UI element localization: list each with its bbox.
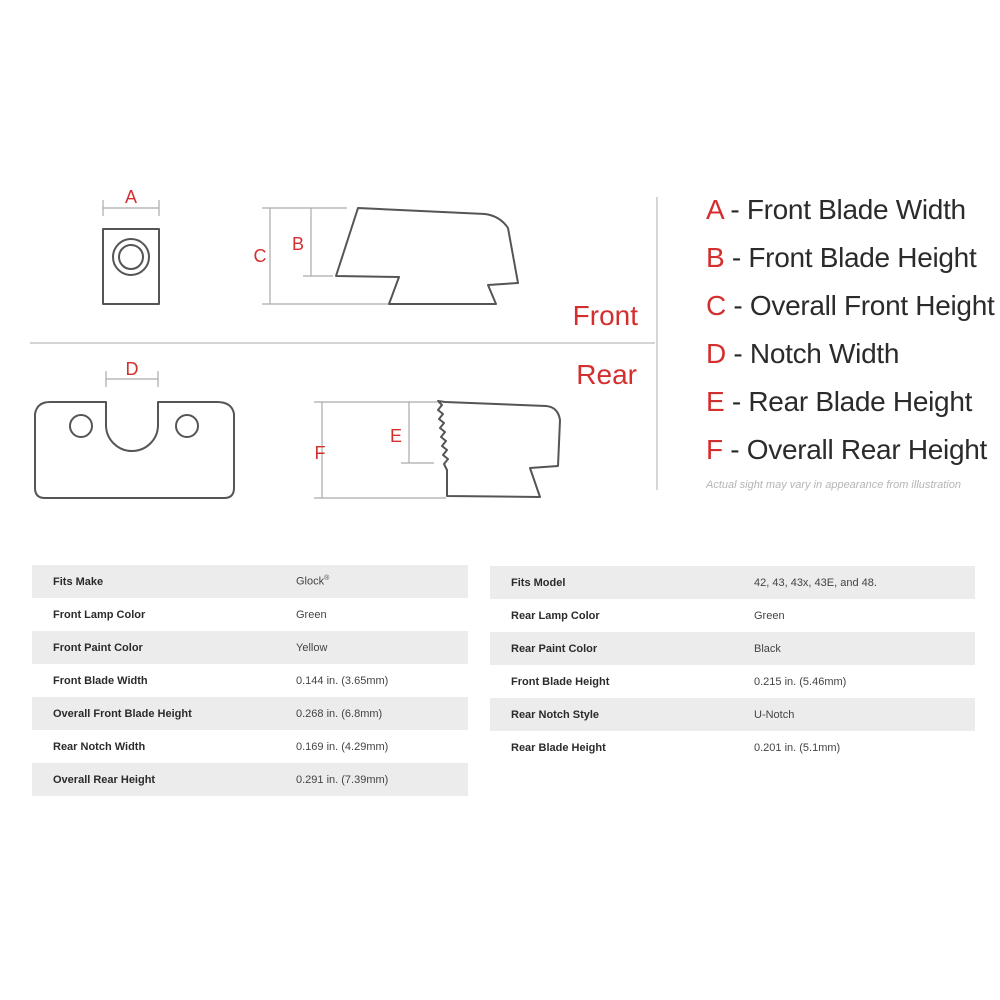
rear-sight-side-view [314,401,560,498]
table-row: Rear Paint Color Black [490,632,975,665]
registered-mark: ® [324,575,330,583]
table-row: Overall Rear Height 0.291 in. (7.39mm) [32,763,468,796]
table-row: Fits Make Glock® [32,565,468,598]
front-sight-end-view [103,187,159,304]
legend-item-c: C - Overall Front Height [706,290,995,321]
table-row: Fits Model 42, 43, 43x, 43E, and 48. [490,566,975,599]
front-sight-side-view [254,208,519,304]
table-row: Front Lamp Color Green [53,608,327,621]
table-row: Rear Lamp Color Green [511,609,785,622]
spec-table-right [490,566,975,764]
table-row: Front Paint Color Yellow [32,631,468,664]
legend-item-b: B - Front Blade Height [706,242,977,273]
dimension-letter-e: E [389,426,403,446]
legend-item-e: E - Rear Blade Height [706,386,973,417]
table-row: Rear Blade Height 0.201 in. (5.1mm) [511,741,841,754]
table-row: Rear Notch Style U-Notch [490,698,975,731]
table-row: Rear Notch Width 0.169 in. (4.29mm) [53,740,389,753]
dimension-letter-f: F [314,443,326,463]
legend-item-d: D - Notch Width [706,338,900,369]
dimension-legend [706,190,996,478]
rear-section-label: Rear [576,359,637,390]
table-row: Front Blade Width 0.144 in. (3.65mm) [53,674,389,687]
dimension-letter-d: D [125,359,139,379]
table-row: Front Blade Height 0.215 in. (5.46mm) [511,675,847,688]
illustration-disclaimer: Actual sight may vary in appearance from illustration [706,479,961,491]
spec-table-left [32,565,468,796]
legend-item-f: F - Overall Rear Height [706,434,987,465]
dimension-letter-c: C [253,246,267,266]
rear-sight-end-view [35,359,234,498]
dimension-letter-b: B [291,234,305,254]
legend-item-a: A - Front Blade Width [706,194,966,225]
dimension-letter-a: A [124,187,138,207]
table-row: Overall Front Blade Height 0.268 in. (6.8mm) [32,697,468,730]
front-section-label: Front [572,300,638,331]
